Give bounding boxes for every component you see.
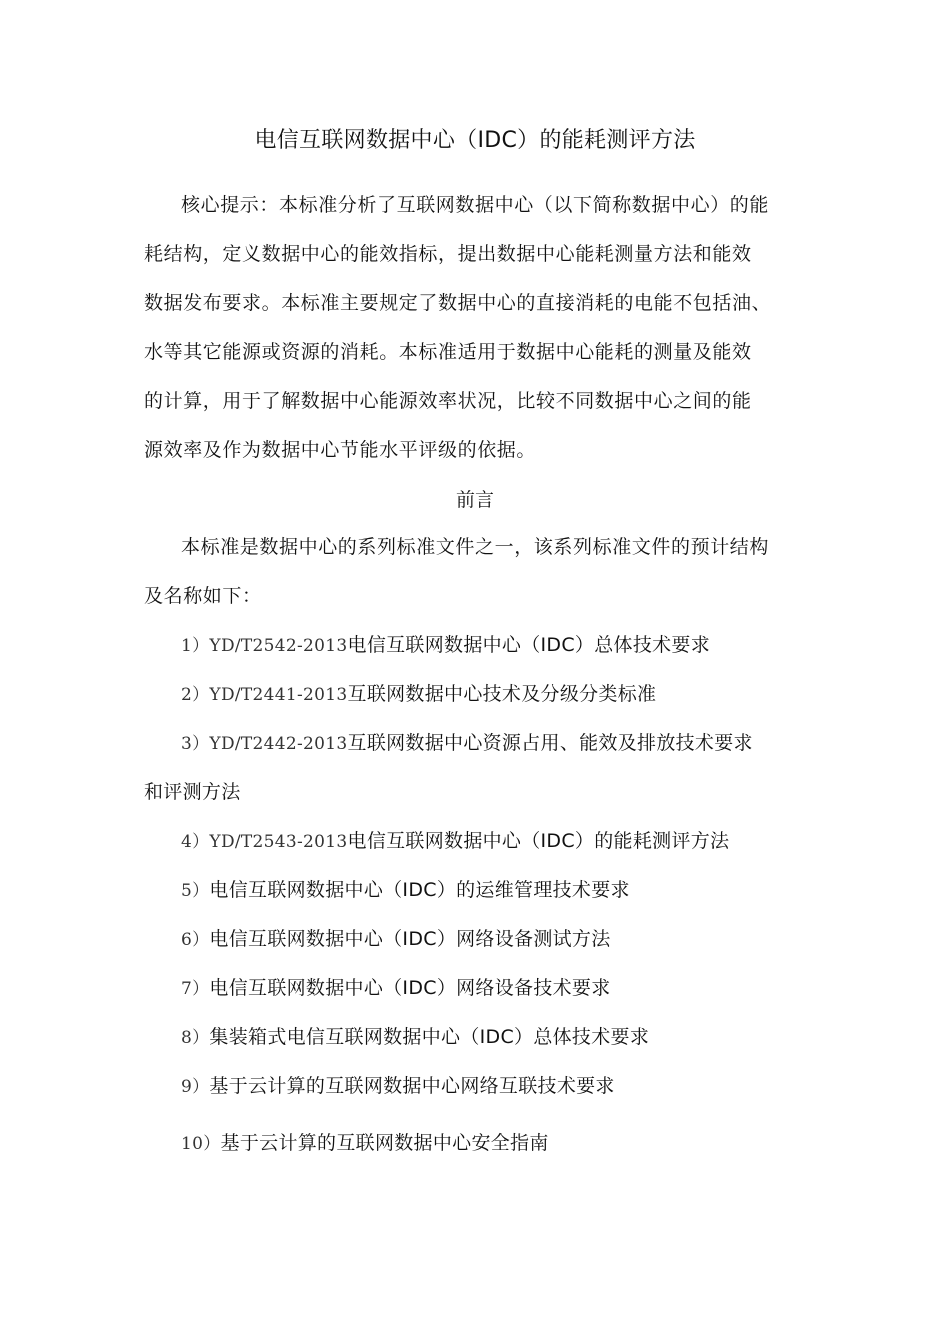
list-text: 电信互联网数据中心（IDC）网络设备技术要求 [209,977,611,999]
list-item [181,875,630,906]
standard-code: YD/T2442-2013 [209,734,348,754]
list-text: 电信互联网数据中心（IDC）网络设备测试方法 [209,928,611,950]
document-title: 电信互联网数据中心（IDC）的能耗测评方法 [254,128,696,153]
preface-line: 本标准是数据中心的系列标准文件之一，该系列标准文件的预计结构 [181,536,770,558]
list-text: 互联网数据中心资源占用、能效及排放技术要求 [347,732,753,754]
standard-code: YD/T2542-2013 [209,636,348,656]
list-number: 6） [181,930,210,950]
list-number: 7） [181,979,210,999]
list-text: 互联网数据中心技术及分级分类标准 [347,683,657,705]
list-text: 基于云计算的互联网数据中心安全指南 [220,1132,549,1154]
list-item [181,1022,649,1053]
list-text: 电信互联网数据中心（IDC）的运维管理技术要求 [209,879,630,901]
list-item [181,630,710,661]
summary-line: 的计算，用于了解数据中心能源效率状况，比较不同数据中心之间的能 [144,390,752,412]
list-item [181,1071,615,1102]
summary-line: 数据发布要求。本标准主要规定了数据中心的直接消耗的电能不包括油、 [144,292,772,314]
standard-code: YD/T2441-2013 [209,685,348,705]
list-item [181,1128,549,1159]
list-text: 集装箱式电信互联网数据中心（IDC）总体技术要求 [209,1026,650,1048]
list-number: 9） [181,1077,210,1097]
standard-code: YD/T2543-2013 [209,832,348,852]
list-number: 8） [181,1028,210,1048]
preface-line: 及名称如下： [144,585,262,607]
list-item [181,728,753,759]
list-number: 10） [181,1134,221,1154]
list-number: 1） [181,636,210,656]
summary-line: 源效率及作为数据中心节能水平评级的依据。 [144,439,537,461]
preface-heading: 前言 [455,489,494,511]
list-text: 电信互联网数据中心（IDC）总体技术要求 [347,634,711,656]
list-text: 电信互联网数据中心（IDC）的能耗测评方法 [347,830,730,852]
list-number: 2） [181,685,210,705]
summary-line: 核心提示：本标准分析了互联网数据中心（以下简称数据中心）的能 [181,194,770,216]
list-item [181,924,611,955]
list-number: 3） [181,734,210,754]
summary-line: 水等其它能源或资源的消耗。本标准适用于数据中心能耗的测量及能效 [144,341,752,363]
list-number: 4） [181,832,210,852]
list-item [181,973,611,1004]
list-item [181,679,656,710]
list-item-continuation: 和评测方法 [144,781,241,803]
summary-line: 耗结构，定义数据中心的能效指标，提出数据中心能耗测量方法和能效 [144,243,752,265]
list-item [181,826,729,857]
list-text: 基于云计算的互联网数据中心网络互联技术要求 [209,1075,615,1097]
list-number: 5） [181,881,210,901]
